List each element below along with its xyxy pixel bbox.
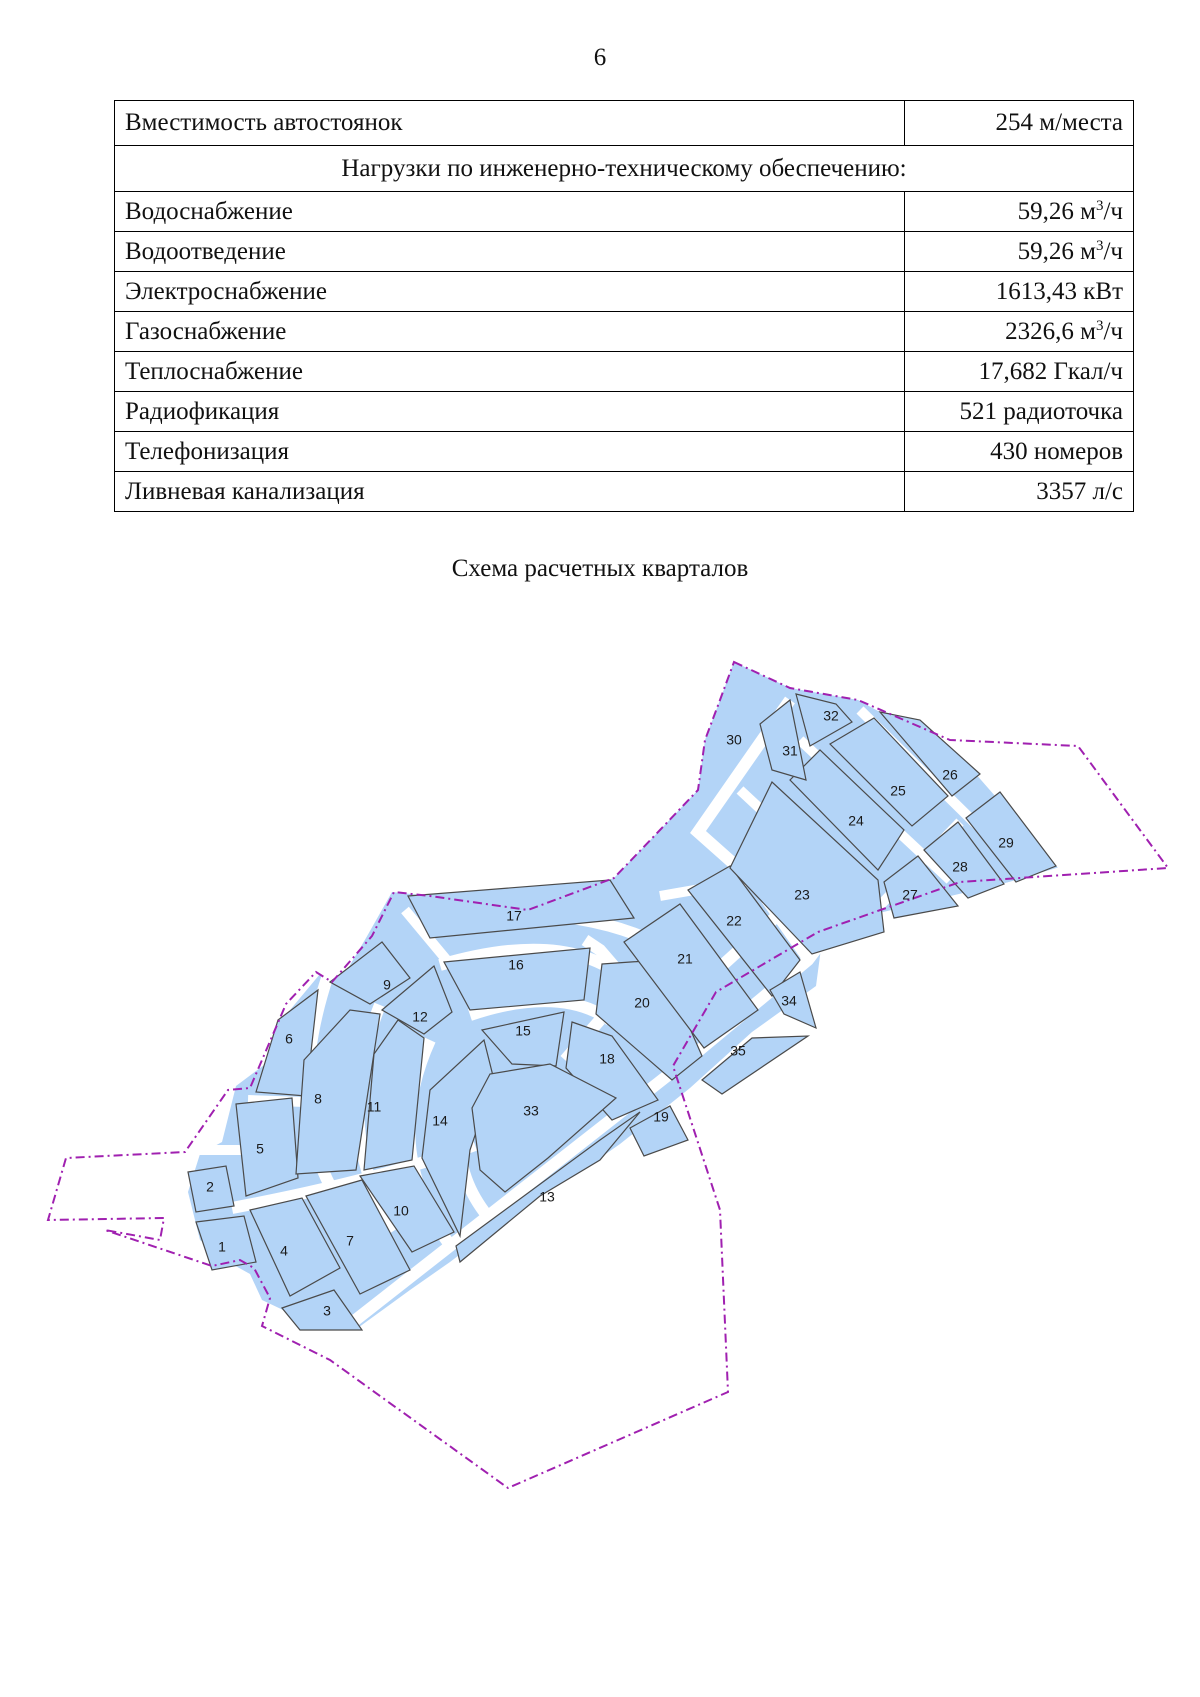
quarter-label: 22 [726,912,742,929]
row-value [905,432,1134,472]
row-value [905,352,1134,392]
quarter-label: 21 [677,950,693,967]
value-main: 59,26 м [1017,237,1096,265]
quarter-label: 17 [506,907,522,924]
quarter-label: 8 [314,1090,322,1107]
value-exponent: 3 [1095,317,1104,334]
quarter-label: 13 [539,1188,555,1205]
quarter-label: 20 [634,994,650,1011]
quarter-label: 3 [323,1302,331,1319]
value-main: 430 номеров [990,437,1123,465]
row-label: Водоснабжение [115,192,905,232]
row-label: Водоотведение [115,232,905,272]
value-main: 521 радиоточка [959,397,1123,425]
quarter-label: 14 [432,1112,448,1129]
row-label: Радиофикация [115,392,905,432]
quarter-label: 28 [952,858,968,875]
row-value: 254 м/места [905,101,1134,146]
quarter-label: 27 [902,886,918,903]
quarter-label: 1 [218,1238,226,1255]
quarter-label: 7 [346,1232,354,1249]
value-main: 59,26 м [1017,197,1096,225]
table-row [115,392,1134,432]
quarter-label: 30 [726,731,742,748]
quarter-label: 5 [256,1140,264,1157]
section-header-row [115,146,1134,192]
quarter-label: 25 [890,782,906,799]
row-value [905,392,1134,432]
quarter-label: 12 [412,1008,428,1025]
table-row [115,432,1134,472]
row-label: Ливневая канализация [115,472,905,512]
row-label: Теплоснабжение [115,352,905,392]
table-row [115,312,1134,352]
value-exponent: 3 [1095,197,1104,214]
row-label: Электроснабжение [115,272,905,312]
quarter-label: 32 [823,707,839,724]
row-value [905,272,1134,312]
value-unit-suffix: /ч [1103,197,1123,225]
quarter-5 [236,1098,298,1196]
quarter-label: 19 [653,1108,669,1125]
scheme-title: Схема расчетных кварталов [451,555,749,582]
table-row [115,352,1134,392]
quarter-label: 11 [366,1098,382,1115]
row-value [905,192,1134,232]
quarter-label: 18 [599,1050,615,1067]
quarter-label: 29 [998,834,1014,851]
value-main: 1613,43 кВт [995,277,1123,305]
quarter-label: 16 [508,956,524,973]
value-main: 17,682 Гкал/ч [978,357,1123,385]
section-header: Нагрузки по инженерно-техническому обеспечению: [115,146,1134,192]
row-label: Вместимость автостоянок [115,101,905,146]
quarter-label: 15 [515,1022,531,1039]
quarter-label: 23 [794,886,810,903]
quarter-label: 10 [393,1202,409,1219]
value-unit-suffix: /ч [1103,317,1123,345]
quarter-label: 4 [280,1242,288,1259]
quarter-label: 33 [523,1102,539,1119]
parameters-table [114,100,1134,512]
value-main: 3357 л/с [1036,477,1123,505]
quarter-label: 6 [285,1030,293,1047]
quarter-label: 26 [942,766,958,783]
page-number: 6 [593,44,607,71]
value-unit-suffix: /ч [1103,237,1123,265]
quarter-label: 2 [206,1178,214,1195]
row-value [905,472,1134,512]
value-main: 2326,6 м [1005,317,1096,345]
table-row [115,101,1134,146]
row-label: Телефонизация [115,432,905,472]
quarter-label: 35 [730,1042,746,1059]
table-row [115,192,1134,232]
row-label: Газоснабжение [115,312,905,352]
row-value [905,312,1134,352]
table-row [115,472,1134,512]
value-exponent: 3 [1095,237,1104,254]
quarter-label: 24 [848,812,864,829]
row-value [905,232,1134,272]
table-row [115,272,1134,312]
quarter-label: 34 [781,992,797,1009]
quarters-scheme-map [0,640,1200,1520]
quarter-label: 9 [383,976,391,993]
quarter-label: 31 [782,742,798,759]
table-row [115,232,1134,272]
